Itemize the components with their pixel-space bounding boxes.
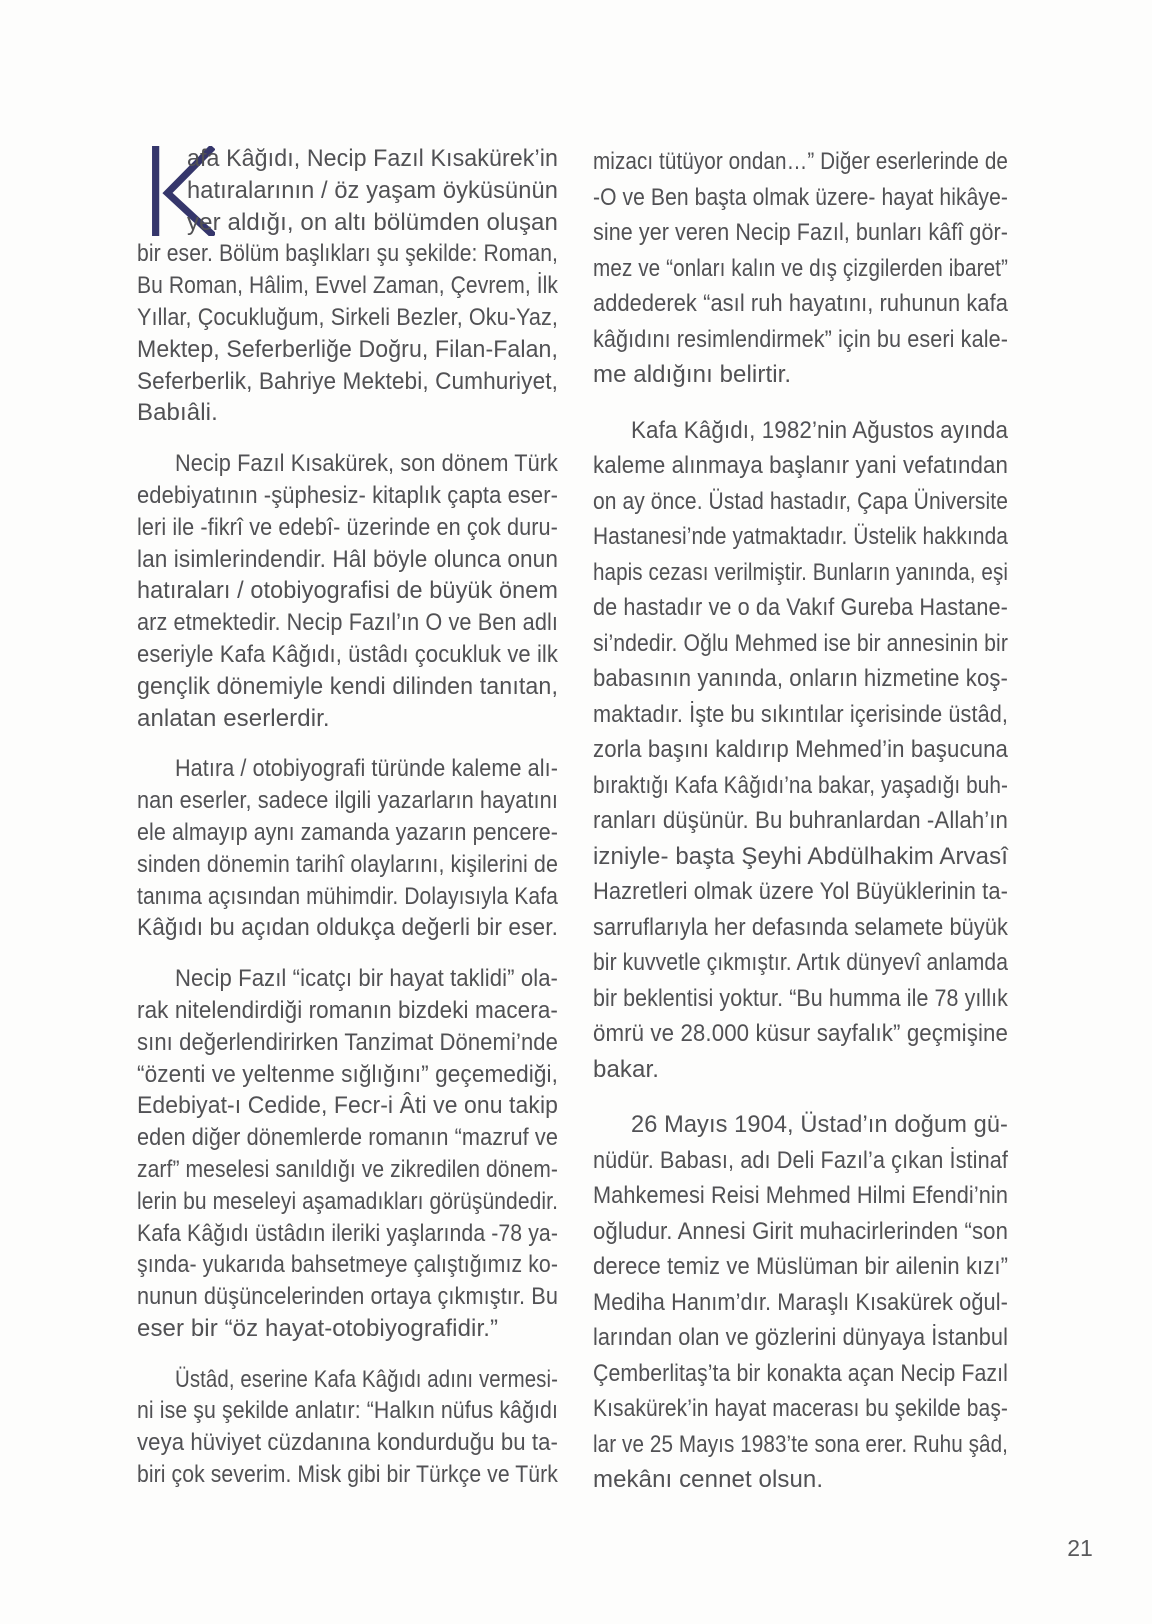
text-line bbox=[137, 1218, 558, 1250]
line-text: kâğıdını resimlendirmek” için bu eseri kale- bbox=[593, 325, 1008, 353]
text-line bbox=[187, 143, 558, 175]
line-text: 26 Mayıs 1904, Üstad’ın doğum gü- bbox=[631, 1111, 1008, 1138]
text-line bbox=[593, 484, 1008, 520]
line-text: lerin bu meseleyi aşamadıkları görüşündedir. bbox=[137, 1187, 558, 1215]
line-text: babasının yanında, onların hizmetine koş- bbox=[593, 665, 1008, 692]
text-line bbox=[137, 302, 558, 334]
text-line bbox=[593, 448, 1008, 484]
text-line bbox=[593, 555, 1008, 591]
text-line bbox=[137, 1090, 558, 1122]
line-text: leri ile -fikrî ve edebî- üzerinde en çok duru- bbox=[137, 513, 558, 541]
paragraph bbox=[137, 143, 558, 429]
text-line bbox=[175, 753, 558, 785]
text-line bbox=[593, 1052, 1008, 1088]
line-text: ranları düşünür. Bu buhranlardan -Allah’ın bbox=[593, 807, 1008, 834]
text-line bbox=[137, 817, 558, 849]
line-text: kaleme alınmaya başlanır yani vefatından bbox=[593, 452, 1008, 479]
text-line bbox=[137, 270, 558, 302]
line-text: lar ve 25 Mayıs 1983’te sona erer. Ruhu şâd, bbox=[593, 1430, 1008, 1458]
line-text: anlatan eserlerdir. bbox=[137, 704, 330, 732]
line-text: oğludur. Annesi Girit muhacirlerinden “son bbox=[593, 1217, 1008, 1245]
text-line bbox=[593, 1427, 1008, 1463]
line-text: biri çok severim. Misk gibi bir Türkçe ve Türk bbox=[137, 1461, 558, 1489]
line-text: Kafa Kâğıdı, 1982’nin Ağustos ayında bbox=[631, 416, 1008, 444]
line-text: Yıllar, Çocukluğum, Sirkeli Bezler, Oku-Yaz, bbox=[137, 303, 558, 331]
line-text: Çemberlitaş’ta bir konakta açan Necip Fazıl bbox=[593, 1359, 1008, 1387]
text-line bbox=[593, 322, 1008, 358]
text-line bbox=[137, 912, 558, 944]
line-text: sını değerlendirirken Tanzimat Dönemi’nde bbox=[137, 1028, 558, 1056]
line-text: hatıraları / otobiyografisi de büyük önem bbox=[137, 577, 558, 605]
line-text: Mediha Hanım’dır. Maraşlı Kısakürek oğul- bbox=[593, 1288, 1008, 1316]
text-line bbox=[175, 1364, 558, 1396]
text-line bbox=[593, 590, 1008, 626]
line-text: zorla başını kaldırıp Mehmed’in başucuna bbox=[593, 736, 1008, 763]
paragraph bbox=[137, 448, 558, 734]
text-line bbox=[137, 1459, 558, 1491]
text-line bbox=[137, 995, 558, 1027]
text-line bbox=[593, 697, 1008, 733]
line-text: yer aldığı, on altı bölümden oluşan bbox=[187, 208, 558, 236]
line-text: eser bir “öz hayat-otobiyografidir.” bbox=[137, 1314, 499, 1342]
text-line bbox=[593, 1320, 1008, 1356]
line-text: on ay önce. Üstad hastadır, Çapa Üniversite bbox=[593, 487, 1008, 515]
line-text: mez ve “onları kalın ve dış çizgilerden ibaret” bbox=[593, 254, 1008, 282]
text-line bbox=[593, 1391, 1008, 1427]
text-line bbox=[593, 661, 1008, 697]
text-line bbox=[593, 626, 1008, 662]
text-line bbox=[593, 839, 1008, 875]
line-text: Edebiyat-ı Cedide, Fecr-i Âti ve onu takip bbox=[137, 1092, 558, 1120]
text-line bbox=[137, 544, 558, 576]
text-line bbox=[137, 849, 558, 881]
line-text: şında- yukarıda bahsetmeye çalıştığımız ko- bbox=[137, 1251, 558, 1279]
line-text: zarf” meselesi sanıldığı ve zikredilen dönem- bbox=[137, 1155, 558, 1183]
line-text: me aldığını belirtir. bbox=[593, 361, 792, 388]
line-text: nunun düşüncelerinden ortaya çıkmıştır. Bu bbox=[137, 1283, 558, 1311]
text-line bbox=[137, 480, 558, 512]
line-text: tanıma açısından mühimdir. Dolayısıyla Kafa bbox=[137, 882, 558, 910]
line-text: gençlik dönemiyle kendi dilinden tanıtan, bbox=[137, 672, 558, 700]
line-text: arz etmektedir. Necip Fazıl’ın O ve Ben adlı bbox=[137, 609, 558, 637]
text-line bbox=[593, 251, 1008, 287]
text-line bbox=[137, 703, 558, 735]
line-text: nan eserler, sadece ilgili yazarların hayatını bbox=[137, 787, 558, 815]
text-line bbox=[593, 1143, 1008, 1179]
text-line bbox=[593, 519, 1008, 555]
text-line bbox=[137, 1427, 558, 1459]
text-line bbox=[593, 910, 1008, 946]
line-text: Necip Fazıl “icatçı bir hayat taklidi” ola- bbox=[175, 965, 558, 993]
line-text: Hazretleri olmak üzere Yol Büyüklerinin ta- bbox=[593, 878, 1008, 905]
text-line bbox=[137, 1313, 558, 1345]
line-text: edebiyatının -şüphesiz- kitaplık çapta eser- bbox=[137, 481, 558, 509]
line-text: Kafa Kâğıdı üstâdın ileriki yaşlarında -78 ya- bbox=[137, 1219, 558, 1247]
text-line bbox=[593, 945, 1008, 981]
line-text: Hastanesi’nde yatmaktadır. Üstelik hakkında bbox=[593, 523, 1008, 550]
line-text: nüdür. Babası, adı Deli Fazıl’a çıkan İstinaf bbox=[593, 1146, 1008, 1174]
line-text: eseriyle Kafa Kâğıdı, üstâdı çocukluk ve ilk bbox=[137, 640, 558, 668]
text-line bbox=[137, 1249, 558, 1281]
line-text: eden diğer dönemlerde romanın “mazruf ve bbox=[137, 1124, 558, 1152]
line-text: bir kuvvetle çıkmıştır. Artık dünyevî anlamda bbox=[593, 949, 1008, 976]
text-line bbox=[137, 639, 558, 671]
text-line bbox=[137, 1122, 558, 1154]
text-line bbox=[631, 413, 1008, 449]
text-line bbox=[137, 1059, 558, 1091]
line-text: lan isimlerindendir. Hâl böyle olunca onun bbox=[137, 545, 558, 573]
text-line bbox=[137, 1186, 558, 1218]
line-text: maktadır. İşte bu sıkıntılar içerisinde üstâd, bbox=[593, 700, 1008, 728]
line-text: bıraktığı Kafa Kâğıdı’na bakar, yaşadığı buh- bbox=[593, 771, 1008, 799]
line-text: mekânı cennet olsun. bbox=[593, 1466, 824, 1493]
text-line bbox=[137, 1154, 558, 1186]
text-line bbox=[593, 803, 1008, 839]
text-line bbox=[137, 334, 558, 366]
text-line bbox=[137, 671, 558, 703]
text-line bbox=[593, 1285, 1008, 1321]
line-text: Mahkemesi Reisi Mehmed Hilmi Efendi’nin bbox=[593, 1182, 1008, 1209]
line-text: Bu Roman, Hâlim, Evvel Zaman, Çevrem, İlk bbox=[137, 272, 558, 300]
text-line bbox=[593, 768, 1008, 804]
line-text: mizacı tütüyor ondan…” Diğer eserlerinde de bbox=[593, 148, 1008, 175]
line-text: de hastadır ve o da Vakıf Gureba Hastane- bbox=[593, 594, 1008, 621]
text-line bbox=[187, 207, 558, 239]
line-text: Üstâd, eserine Kafa Kâğıdı adını vermesi- bbox=[175, 1365, 558, 1393]
line-text: “özenti ve yeltenme sığlığını” geçemediği, bbox=[137, 1060, 558, 1088]
text-line bbox=[593, 1249, 1008, 1285]
text-line bbox=[137, 1027, 558, 1059]
text-line bbox=[631, 1107, 1008, 1143]
line-text: sinden dönemin tarihî olaylarını, kişilerini de bbox=[137, 850, 558, 878]
line-text: sarruflarıyla her defasında selamete büyük bbox=[593, 913, 1008, 941]
text-line bbox=[137, 881, 558, 913]
text-line bbox=[593, 1016, 1008, 1052]
page-number: 21 bbox=[1067, 1535, 1093, 1561]
text-line bbox=[593, 1214, 1008, 1250]
text-line bbox=[137, 1395, 558, 1427]
line-text: derece temiz ve Müslüman bir ailenin kızı” bbox=[593, 1253, 1008, 1280]
line-text: si’ndedir. Oğlu Mehmed ise bir annesinin bir bbox=[593, 629, 1008, 657]
line-text: izniyle- başta Şeyhi Abdülhakim Arvasî bbox=[593, 842, 1008, 870]
line-text: rak nitelendirdiği romanın bizdeki macera- bbox=[137, 996, 558, 1024]
line-text: Seferberlik, Bahriye Mektebi, Cumhuriyet, bbox=[137, 367, 558, 395]
text-line bbox=[175, 963, 558, 995]
text-line bbox=[137, 397, 558, 429]
text-line bbox=[593, 144, 1008, 180]
line-text: veya hüviyet cüzdanına kondurduğu bu ta- bbox=[137, 1429, 558, 1457]
line-text: ömrü ve 28.000 küsur sayfalık” geçmişine bbox=[593, 1020, 1008, 1047]
line-text: sine yer veren Necip Fazıl, bunları kâfî gör- bbox=[593, 219, 1008, 246]
line-text: Hatıra / otobiyografi türünde kaleme alı- bbox=[175, 755, 558, 783]
paragraph bbox=[593, 144, 1008, 393]
text-line bbox=[137, 575, 558, 607]
line-text: Kâğıdı bu açıdan oldukça değerli bir eser. bbox=[137, 914, 558, 942]
text-line bbox=[593, 286, 1008, 322]
line-text: Necip Fazıl Kısakürek, son dönem Türk bbox=[175, 450, 558, 478]
text-line bbox=[593, 215, 1008, 251]
line-text: ele almayıp aynı zamanda yazarın pencere- bbox=[137, 818, 558, 846]
paragraph bbox=[137, 753, 558, 944]
text-line bbox=[137, 1281, 558, 1313]
left-text-column bbox=[137, 143, 558, 1491]
line-text: bir beklentisi yoktur. “Bu humma ile 78 yıllık bbox=[593, 984, 1008, 1012]
text-line bbox=[593, 180, 1008, 216]
line-text: Kısakürek’in hayat macerası bu şekilde baş- bbox=[593, 1395, 1008, 1422]
paragraph bbox=[593, 1107, 1008, 1498]
text-line bbox=[137, 366, 558, 398]
line-text: Babıâli. bbox=[137, 399, 218, 427]
paragraph bbox=[593, 413, 1008, 1088]
line-text: bakar. bbox=[593, 1055, 659, 1083]
text-line bbox=[175, 448, 558, 480]
text-line bbox=[593, 1462, 1008, 1498]
line-text: Mektep, Seferberliğe Doğru, Filan-Falan, bbox=[137, 335, 558, 363]
line-text: ni ise şu şekilde anlatır: “Halkın nüfus kâğıdı bbox=[137, 1397, 558, 1425]
line-text: addederek “asıl ruh hayatını, ruhunun kafa bbox=[593, 290, 1008, 317]
text-line bbox=[137, 607, 558, 639]
right-text-column bbox=[593, 144, 1008, 1498]
text-line bbox=[593, 981, 1008, 1017]
line-text: afa Kâğıdı, Necip Fazıl Kısakürek’in bbox=[187, 145, 558, 172]
paragraph bbox=[137, 1364, 558, 1491]
line-text: -O ve Ben başta olmak üzere- hayat hikâye- bbox=[593, 183, 1008, 211]
line-text: larından olan ve gözlerini dünyaya İstanbul bbox=[593, 1324, 1008, 1351]
line-text: bir eser. Bölüm başlıkları şu şekilde: Roman, bbox=[137, 240, 558, 268]
text-line bbox=[137, 785, 558, 817]
text-line bbox=[593, 732, 1008, 768]
paragraph bbox=[137, 963, 558, 1345]
line-text: hapis cezası verilmiştir. Bunların yanında, eşi bbox=[593, 558, 1008, 586]
text-line bbox=[187, 175, 558, 207]
text-line bbox=[593, 1356, 1008, 1392]
line-text: hatıralarının / öz yaşam öyküsünün bbox=[187, 176, 558, 204]
text-line bbox=[593, 874, 1008, 910]
text-line bbox=[593, 357, 1008, 393]
text-line bbox=[137, 238, 558, 270]
text-line bbox=[593, 1178, 1008, 1214]
text-line bbox=[137, 512, 558, 544]
